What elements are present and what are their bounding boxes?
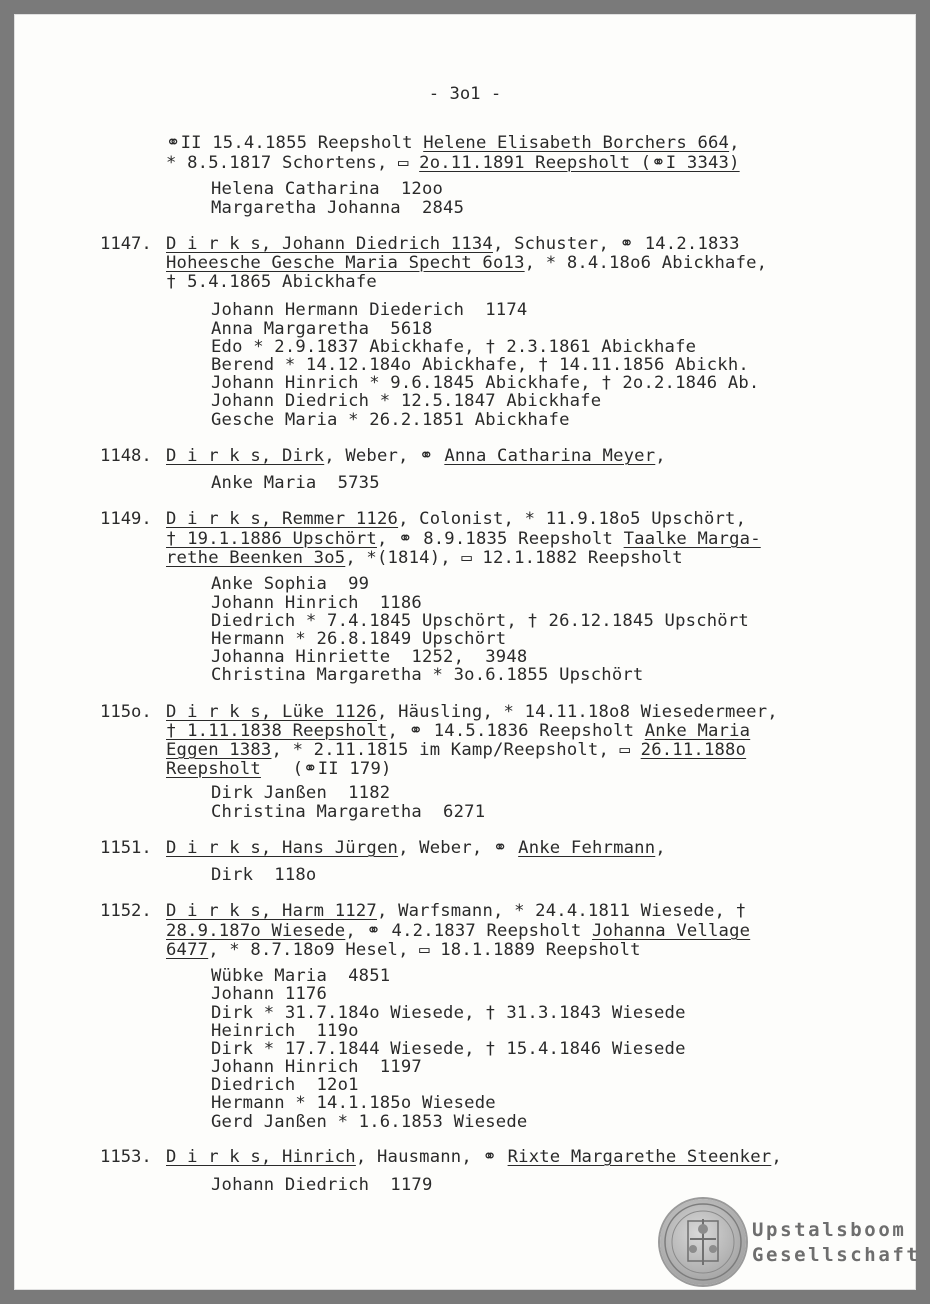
child-line: Johann Diedrich 1179 [211, 1175, 433, 1195]
child-line: Johann Hinrich 1186 [211, 593, 422, 613]
entry-number: 1152. [100, 901, 152, 921]
child-line: Dirk * 17.7.1844 Wiesede, † 15.4.1846 Wiesede [211, 1039, 686, 1059]
entry-number: 1148. [100, 446, 152, 466]
child-line: Anke Maria 5735 [211, 473, 380, 493]
child-line: Gesche Maria * 26.2.1851 Abickhafe [211, 410, 570, 430]
entry-line: † 1.11.1838 Reepsholt, ⚭ 14.5.1836 Reepsholt Anke Maria [166, 721, 751, 741]
child-line: Diedrich * 7.4.1845 Upschört, † 26.12.1845 Upschört [211, 611, 749, 631]
entry-line: D i r k s, Johann Diedrich 1134, Schuster, ⚭ 14.2.1833 [166, 234, 740, 254]
entry-line: ⚭II 15.4.1855 Reepsholt Helene Elisabeth Borchers 664, [166, 133, 740, 153]
child-line: Johann 1176 [211, 984, 328, 1004]
child-line: Christina Margaretha 6271 [211, 802, 486, 822]
child-line: Johann Hinrich 1197 [211, 1057, 422, 1077]
child-line: Dirk * 31.7.184o Wiesede, † 31.3.1843 Wiesede [211, 1003, 686, 1023]
child-line: Johann Diedrich * 12.5.1847 Abickhafe [211, 391, 602, 411]
entry-number: 115o. [100, 702, 152, 722]
document-page [14, 14, 921, 1290]
entry-number: 1151. [100, 838, 152, 858]
society-seal-icon [660, 1199, 746, 1285]
entry-number: 1153. [100, 1147, 152, 1167]
entry-line: rethe Beenken 3o5, *(1814), ▭ 12.1.1882 Reepsholt [166, 548, 683, 568]
child-line: Dirk Janßen 1182 [211, 783, 391, 803]
child-line: Dirk 118o [211, 865, 317, 885]
child-line: Heinrich 119o [211, 1021, 359, 1041]
child-line: Hermann * 14.1.185o Wiesede [211, 1093, 496, 1113]
entry-line: † 5.4.1865 Abickhafe [166, 272, 377, 292]
entry-line: D i r k s, Lüke 1126, Häusling, * 14.11.18o8 Wiesedermeer, [166, 702, 778, 722]
entry-line: 28.9.187o Wiesede, ⚭ 4.2.1837 Reepsholt Johanna Vellage [166, 921, 751, 941]
child-line: Wübke Maria 4851 [211, 966, 391, 986]
child-line: Johanna Hinriette 1252, 3948 [211, 647, 528, 667]
child-line: Diedrich 12o1 [211, 1075, 359, 1095]
child-line: Edo * 2.9.1837 Abickhafe, † 2.3.1861 Abickhafe [211, 337, 697, 357]
brand-line-1: Upstalsboom [752, 1219, 907, 1241]
child-line: Gerd Janßen * 1.6.1853 Wiesede [211, 1112, 528, 1132]
brand-line-2: Gesellschaft [752, 1244, 921, 1266]
entry-line: D i r k s, Remmer 1126, Colonist, * 11.9.18o5 Upschört, [166, 509, 747, 529]
entry-line: D i r k s, Dirk, Weber, ⚭ Anna Catharina Meyer, [166, 446, 666, 466]
child-line: Hermann * 26.8.1849 Upschört [211, 629, 507, 649]
entry-number: 1149. [100, 509, 152, 529]
child-line: Johann Hermann Diederich 1174 [211, 300, 528, 320]
child-line: Berend * 14.12.184o Abickhafe, † 14.11.1856 Abickh. [211, 355, 749, 375]
entry-line: 6477, * 8.7.18o9 Hesel, ▭ 18.1.1889 Reepsholt [166, 940, 641, 960]
entry-line: Hoheesche Gesche Maria Specht 6o13, * 8.4.18o6 Abickhafe, [166, 253, 768, 273]
entry-line: * 8.5.1817 Schortens, ▭ 2o.11.1891 Reepsholt (⚭I 3343) [166, 153, 740, 173]
child-line: Christina Margaretha * 3o.6.1855 Upschört [211, 665, 644, 685]
child-line: Margaretha Johanna 2845 [211, 198, 465, 218]
entry-number: 1147. [100, 234, 152, 254]
child-line: Anke Sophia 99 [211, 574, 370, 594]
child-line: Anna Margaretha 5618 [211, 319, 433, 339]
entry-line: † 19.1.1886 Upschört, ⚭ 8.9.1835 Reepsholt Taalke Marga- [166, 529, 761, 549]
child-line: Johann Hinrich * 9.6.1845 Abickhafe, † 2o.2.1846 Ab. [211, 373, 760, 393]
page-number: - 3o1 - [428, 84, 502, 104]
entry-line: D i r k s, Hinrich, Hausmann, ⚭ Rixte Margarethe Steenker, [166, 1147, 782, 1167]
entry-line: D i r k s, Harm 1127, Warfsmann, * 24.4.1811 Wiesede, † [166, 901, 747, 921]
entry-line: D i r k s, Hans Jürgen, Weber, ⚭ Anke Fehrmann, [166, 838, 666, 858]
child-line: Helena Catharina 12oo [211, 179, 444, 199]
entry-line: Reepsholt (⚭II 179) [166, 759, 392, 779]
entry-line: Eggen 1383, * 2.11.1815 im Kamp/Reepsholt, ▭ 26.11.188o [166, 740, 747, 760]
